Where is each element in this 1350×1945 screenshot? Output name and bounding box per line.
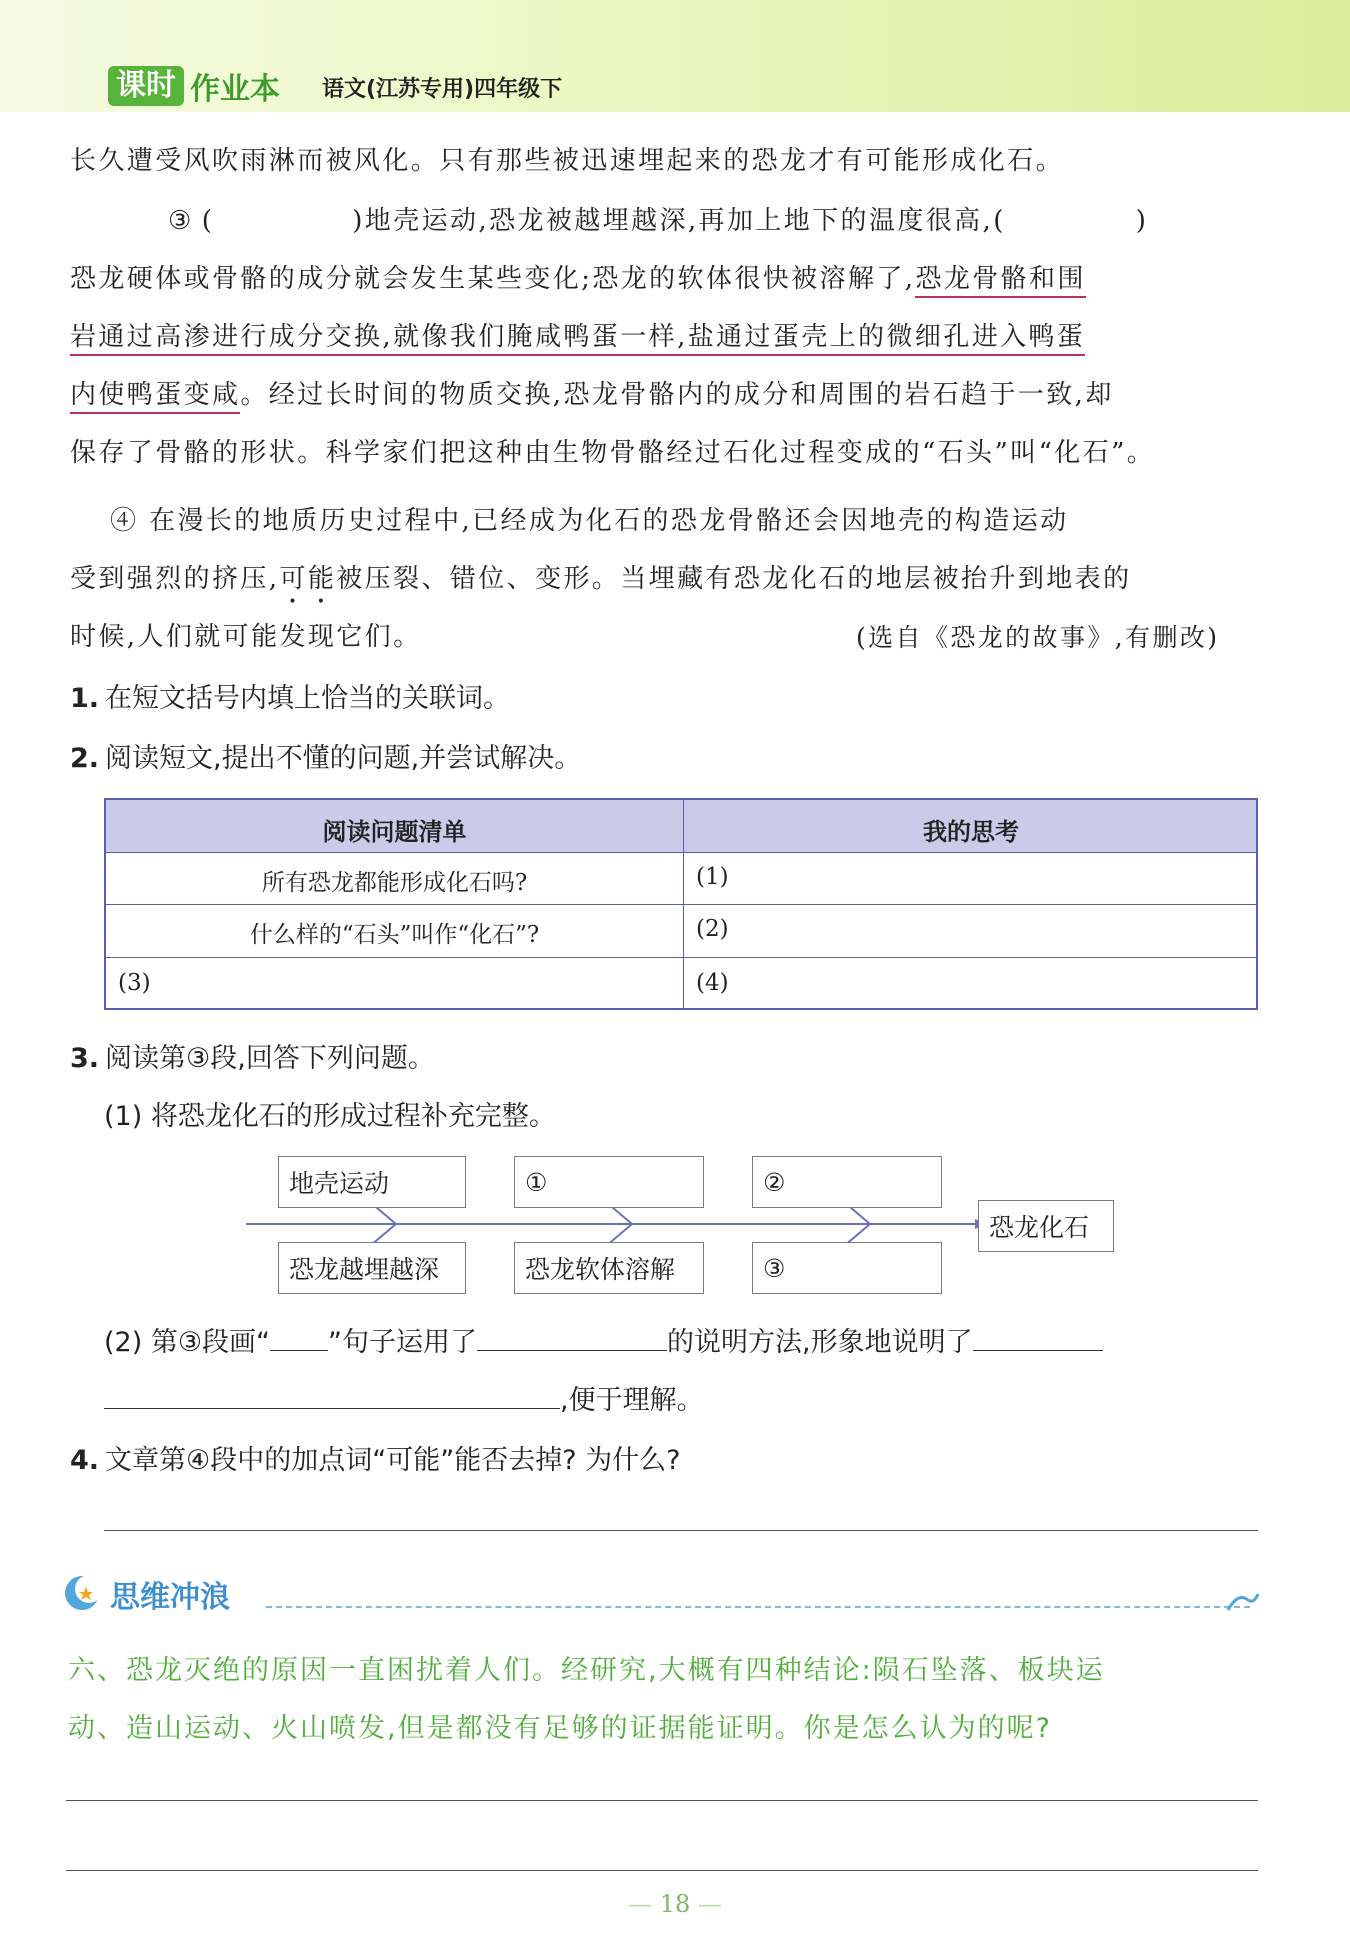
source-citation: (选自《恐龙的故事》,有删改) (856, 623, 1220, 652)
paragraph-3-start (168, 200, 1148, 237)
question-3: 3. 阅读第③段,回答下列问题。 (70, 1043, 435, 1074)
question-3-2-cont: ,便于理解。 (104, 1378, 704, 1417)
dotted-word: 可 (279, 564, 308, 594)
section-divider (266, 1606, 1250, 1608)
answer-line[interactable] (66, 1870, 1258, 1871)
answer-blank[interactable] (270, 1350, 328, 1351)
passage-line (70, 374, 1114, 411)
dotted-word: 能 (307, 564, 337, 594)
moon-star-icon (62, 1572, 104, 1614)
table-answer-cell[interactable]: (1) (696, 864, 729, 890)
logo-text: 作业本 (190, 72, 280, 107)
table-answer-cell[interactable]: (2) (696, 916, 729, 942)
flow-box-buried-deeper: 恐龙越埋越深 (278, 1242, 466, 1294)
flow-blank-3[interactable]: ③ (752, 1242, 942, 1294)
passage-text: 。经过长时间的物质交换,恐龙骨骼内的成分和周围的岩石趋于一致,却 (240, 380, 1114, 410)
table-answer-cell[interactable]: (4) (696, 970, 729, 996)
reading-question-table (104, 798, 1258, 1010)
table-col-header: 阅读问题清单 (322, 818, 467, 846)
passage-line: 长久遭受风吹雨淋而被风化。只有那些被迅速埋起来的恐龙才有可能形成化石。 (70, 146, 1065, 176)
section-title: 思维冲浪 (110, 1580, 230, 1615)
flow-box-dinosaur-fossil: 恐龙化石 (978, 1200, 1114, 1252)
wave-icon (1226, 1588, 1260, 1614)
answer-blank[interactable] (104, 1408, 560, 1409)
passage-text: 被压裂、错位、变形。当埋藏有恐龙化石的地层被抬升到地表的 (336, 564, 1132, 594)
underlined-sentence: 内使鸭蛋变咸 (70, 380, 240, 414)
question-6-line: 六、恐龙灭绝的原因一直困扰着人们。经研究,大概有四种结论:陨石坠落、板块运 (68, 1655, 1105, 1686)
flow-box-crust-movement: 地壳运动 (278, 1156, 466, 1208)
passage-line (70, 558, 1131, 595)
answer-blank[interactable] (973, 1350, 1103, 1351)
page-number: — 18 — (628, 1890, 722, 1918)
answer-line[interactable] (104, 1530, 1258, 1531)
question-3-1: (1) 将恐龙化石的形成过程补充完整。 (104, 1101, 556, 1132)
table-answer-cell[interactable]: (3) (118, 970, 151, 996)
table-cell: 所有恐龙都能形成化石吗? (261, 870, 528, 896)
question-4: 4. 文章第④段中的加点词“可能”能否去掉? 为什么? (70, 1445, 681, 1476)
answer-blank[interactable] (477, 1350, 667, 1351)
question-6-line: 动、造山运动、火山喷发,但是都没有足够的证据能证明。你是怎么认为的呢? (68, 1713, 1052, 1744)
underlined-sentence: 恐龙骨骼和围 (915, 264, 1085, 298)
underlined-sentence: 岩通过高渗进行成分交换,就像我们腌咸鸭蛋一样,盐通过蛋壳上的微细孔进入鸭蛋 (70, 322, 1085, 356)
logo-box: 课时 (108, 66, 184, 106)
passage-text: 恐龙硬体或骨骼的成分就会发生某些变化;恐龙的软体很快被溶解了, (70, 264, 916, 294)
paragraph-4-start: ④ 在漫长的地质历史过程中,已经成为化石的恐龙骨骼还会因地壳的构造运动 (110, 506, 1069, 536)
answer-line[interactable] (66, 1800, 1258, 1801)
blank-close: ) (1135, 206, 1149, 236)
passage-line: 时候,人们就可能发现它们。 (70, 622, 422, 652)
question-3-2: (2) 第③段画“ ”句子运用了 的说明方法,形象地说明了 (104, 1320, 1103, 1359)
blank-open: ( (201, 206, 215, 236)
passage-line (70, 258, 1086, 295)
subject-label: 语文(江苏专用)四年级下 (322, 77, 563, 102)
flow-box-soft-tissue-dissolved: 恐龙软体溶解 (514, 1242, 704, 1294)
question-1: 1. 在短文括号内填上恰当的关联词。 (70, 683, 511, 714)
flow-blank-1[interactable]: ① (514, 1156, 704, 1208)
passage-text: 受到强烈的挤压, (70, 564, 280, 594)
book-logo (108, 66, 280, 106)
passage-line: 保存了骨骼的形状。科学家们把这种由生物骨骼经过石化过程变成的“石头”叫“化石”。 (70, 438, 1156, 468)
passage-line (70, 316, 1085, 353)
flow-blank-2[interactable]: ② (752, 1156, 942, 1208)
passage-text: )地壳运动,恐龙被越埋越深,再加上地下的温度很高,( (352, 206, 1006, 236)
paragraph-number: ③ (168, 206, 194, 236)
table-col-header: 我的思考 (923, 818, 1019, 846)
table-cell: 什么样的“石头”叫作“化石”? (249, 922, 540, 948)
question-2: 2. 阅读短文,提出不懂的问题,并尝试解决。 (70, 743, 582, 774)
